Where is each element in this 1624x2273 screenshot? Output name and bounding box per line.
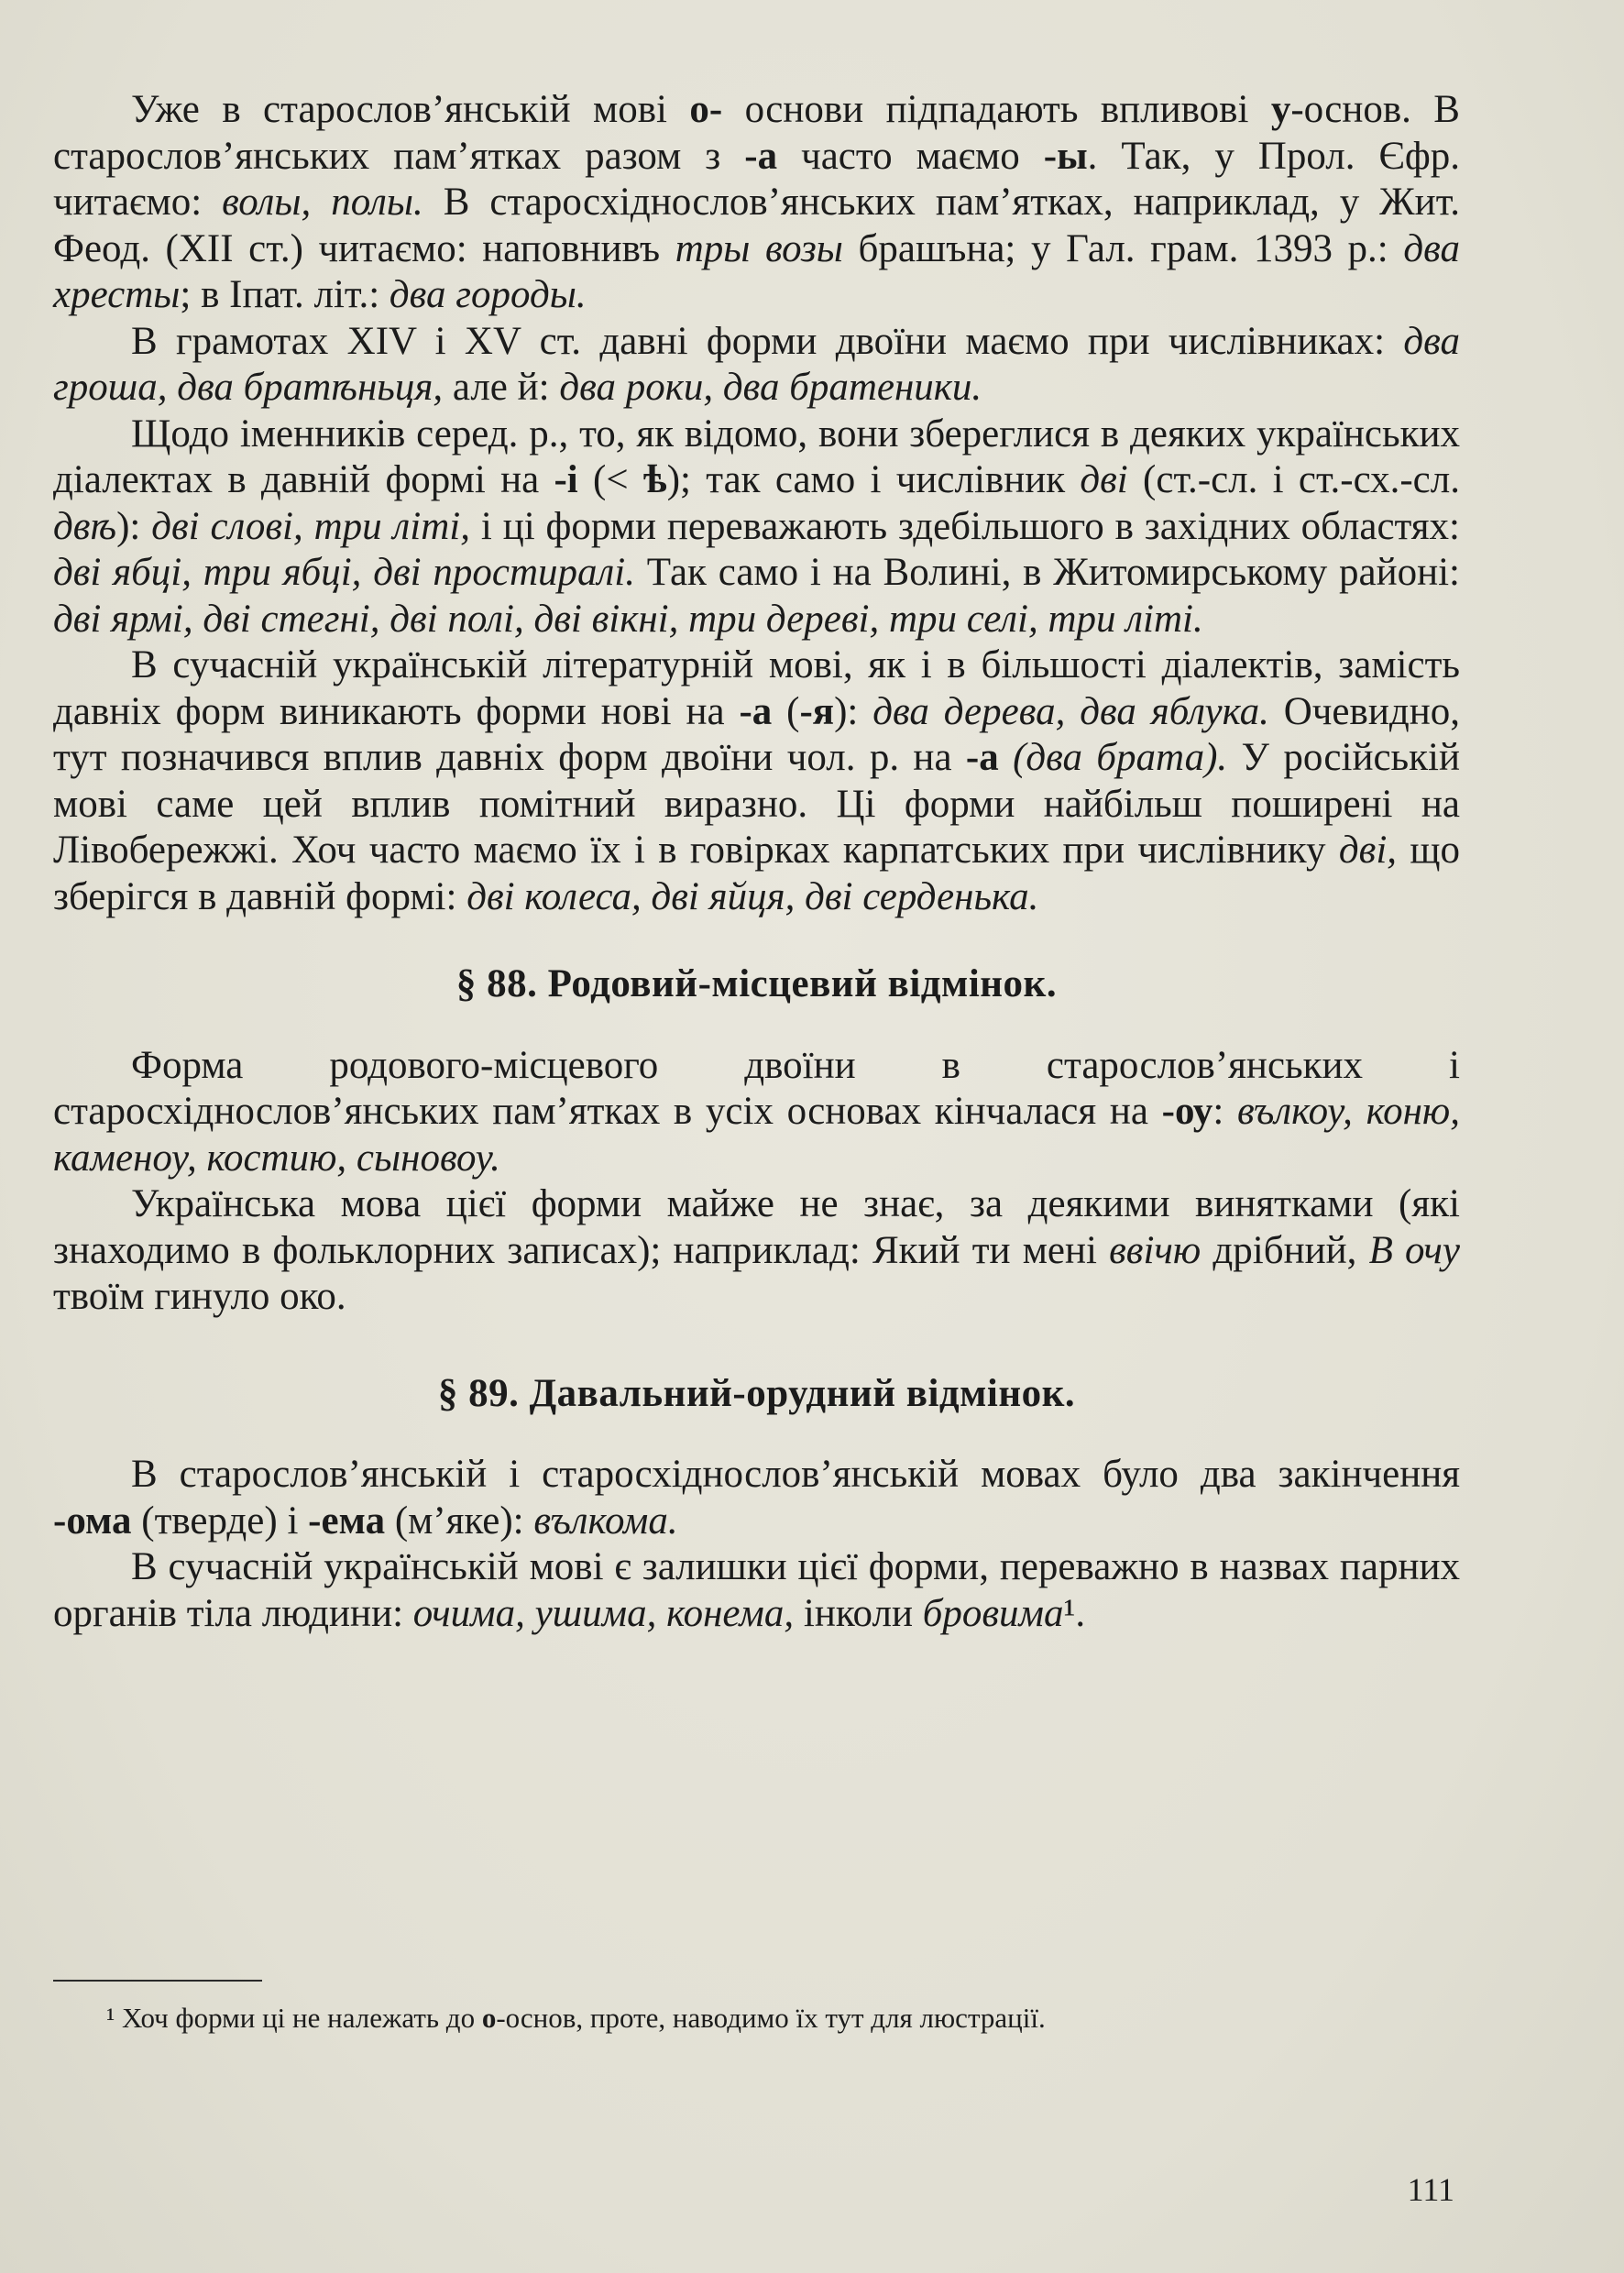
text-run: часто маємо	[777, 134, 1044, 178]
text-run: В грамотах XIV і XV ст. давні форми двоїни маємо при числівниках:	[131, 319, 1404, 363]
main-text	[53, 87, 1460, 1637]
text-run: В старослов’янській і старосхіднослов’янській мовах було два закінчення	[131, 1453, 1460, 1496]
bold-run: -а	[744, 134, 778, 178]
text-run: дрібний,	[1201, 1228, 1369, 1272]
italic-run: два хресты	[53, 226, 1460, 316]
italic-run: вълкоу, коню, каменоу, костию, сыновоу.	[53, 1090, 1460, 1180]
text-run: У російській мові саме цей вплив помітний виразно. Ці форми найбільш поширені на Лівобережжі. Хоч часто маємо їх і в говірках карпатських при числівнику	[53, 736, 1461, 872]
section-heading-89: § 89. Давальний-орудний відмінок.	[437, 1371, 1076, 1415]
text-run: Українська мова цієї форми майже не знає, за деякими винятками (які знаходимо в фольклорних записах); наприклад: Який ти мені	[53, 1182, 1460, 1272]
text-run: В сучасній українській мові є залишки цієї форми, переважно в назвах парних органів тіла людини:	[53, 1545, 1460, 1635]
italic-run: два городы.	[389, 273, 587, 316]
text-run: Щодо іменників серед. р., то, як відомо, вони збереглися в деяких українських діалектах в давній формі на	[53, 412, 1460, 501]
italic-run: волы, полы.	[222, 181, 423, 224]
bold-run: -ы	[1043, 134, 1088, 178]
text-run: :	[1213, 1090, 1237, 1133]
paragraph	[53, 1544, 1460, 1637]
paragraph	[53, 412, 1460, 643]
italic-run: дві	[1080, 458, 1128, 501]
bold-run: -оу	[1161, 1090, 1213, 1133]
bold-run: -а	[965, 736, 999, 779]
italic-run: (два брата).	[1013, 736, 1228, 779]
text-run	[999, 736, 1013, 779]
text-run: твоїм гинуло око.	[53, 1275, 346, 1318]
bold-run: о-	[689, 88, 723, 131]
text-run: (тверде) і	[131, 1499, 309, 1543]
bold-run: о	[481, 2002, 497, 2034]
paragraph	[53, 1181, 1460, 1321]
text-run: але й:	[443, 366, 560, 409]
text-run: В старосхіднослов’янських пам’ятках, наприклад, у Жит. Феод. (XII ст.) читаємо: наповнивъ	[53, 181, 1461, 270]
italic-run: ввічю	[1109, 1228, 1202, 1272]
paragraph	[53, 1043, 1460, 1182]
bold-run: -а	[739, 689, 773, 733]
text-run: інколи	[794, 1591, 923, 1635]
text-run: ; в Іпат. літ.:	[180, 273, 390, 316]
footnote-divider	[53, 1980, 262, 1982]
text-run: брашъна; у Гал. грам. 1393 р.:	[842, 226, 1404, 270]
text-run: Форма родового-місцевого двоїни в старослов’янських і старосхіднослов’янських пам’ятках в усіх основах кінчалася на	[53, 1043, 1460, 1133]
text-run: ):	[116, 504, 152, 548]
text-run: і ці форми переважають здебільшого в західних областях:	[470, 504, 1460, 548]
text-run: ¹ Хоч форми ці не належать до	[106, 2002, 482, 2034]
text-run: В сучасній українській літературній мові, як і в більшості діалектів, замість давніх форм виникають форми нові на	[53, 643, 1460, 733]
italic-run: двѣ	[53, 504, 117, 548]
text-run: Так само і на Волині, в Житомирському районі:	[634, 551, 1460, 594]
text-run: ¹.	[1063, 1591, 1086, 1635]
text-run: . Так, у Прол. Єфр. читаємо:	[53, 134, 1460, 224]
italic-run: очима, ушима, конема,	[412, 1591, 795, 1635]
italic-run: В очу	[1368, 1228, 1460, 1272]
italic-run: два дерева, два яблука.	[872, 689, 1269, 733]
section-heading-88: § 88. Родовий-місцевий відмінок.	[455, 962, 1058, 1005]
italic-run: вълкома.	[533, 1499, 678, 1543]
italic-run: дві,	[1338, 829, 1398, 872]
paragraph	[53, 87, 1460, 319]
text-run: Очевидно, тут позначився вплив давніх форм двоїни чол. р. на	[53, 689, 1460, 779]
bold-run: -ема	[308, 1499, 386, 1543]
text-run: (ст.-сл. і ст.-сх.-сл.	[1127, 458, 1460, 501]
text-run: що зберігся в давній формі:	[53, 829, 1460, 918]
text-run: (<	[577, 458, 643, 501]
footnote	[53, 1998, 1460, 2038]
text-run: основи підпадають впливові	[722, 88, 1271, 131]
bold-run: -я	[799, 689, 835, 733]
italic-run: дві ярмі, дві стегні, дві полі, дві вікні, три дереві, три селі, три літі.	[53, 597, 1203, 641]
text-run: (м’яке):	[385, 1499, 534, 1543]
italic-run: два роки, два братеники.	[559, 366, 982, 409]
bold-run: -ома	[53, 1499, 132, 1543]
italic-run: дві колеса, дві яйця, дві серденька.	[466, 874, 1039, 918]
text-run: ):	[834, 689, 873, 733]
text-run: Уже в старослов’янській мові	[131, 88, 690, 131]
italic-run: два гроша, два братѣньця,	[53, 319, 1460, 409]
italic-run: дві ябці, три ябці, дві простиралі.	[53, 551, 635, 594]
paragraph	[53, 1452, 1460, 1544]
text-run: -основ, проте, наводимо їх тут для люстрації.	[496, 2002, 1046, 2034]
italic-run: дві слові, три літі,	[151, 504, 470, 548]
text-run: (	[772, 689, 800, 733]
italic-run: бровима	[922, 1591, 1064, 1635]
text-run: -основ. В старослов’янських пам’ятках разом з	[53, 88, 1460, 178]
bold-run: ѣ	[642, 458, 667, 501]
bold-run: -і	[554, 458, 578, 501]
italic-run: тры возы	[675, 226, 843, 270]
paragraph	[53, 319, 1460, 412]
page-number: 111	[1407, 2171, 1454, 2208]
text-run: ); так само і числівник	[666, 458, 1081, 501]
paragraph	[53, 642, 1460, 920]
bold-run: у	[1270, 88, 1291, 131]
